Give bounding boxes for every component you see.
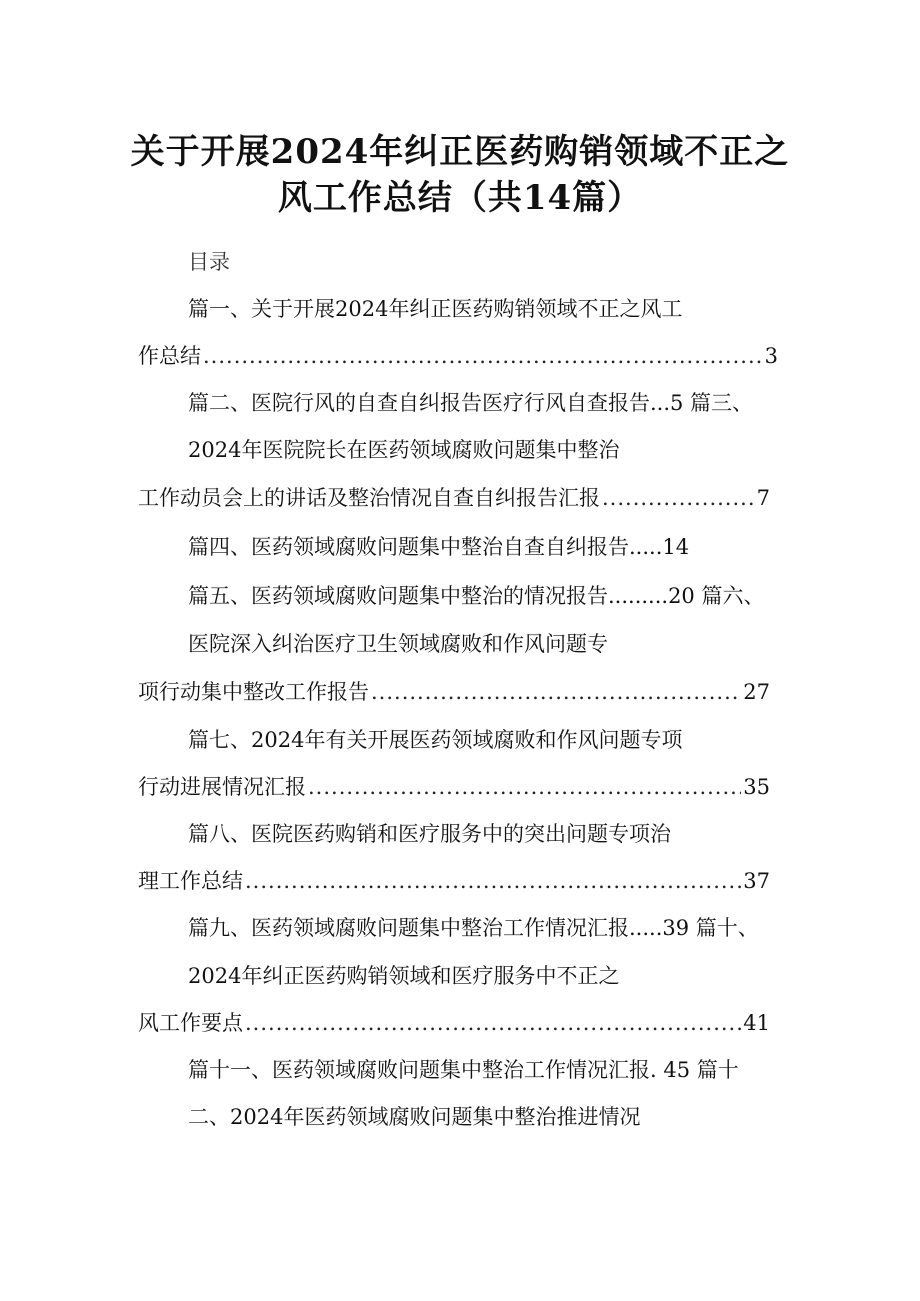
toc-entry-text: 工作动员会上的讲话及整治情况自查自纠报告汇报 (138, 486, 600, 510)
toc-line-text: 篇八、医院医药购销和医疗服务中的突出问题专项治 (188, 822, 671, 846)
toc-line-text: 篇五、医药领域腐败问题集中整治的情况报告.........20 篇六、 (188, 584, 765, 608)
toc-line (188, 817, 671, 851)
dot-leader (308, 770, 741, 804)
toc-line (188, 627, 608, 661)
toc-line-text: 篇四、医药领域腐败问题集中整治自查自纠报告.....14 (188, 535, 690, 559)
toc-line-text: 2024年纠正医药购销领域和医疗服务中不正之 (188, 964, 620, 988)
toc-line (188, 959, 619, 993)
toc-line (188, 723, 682, 757)
toc-entry[interactable] (138, 339, 778, 373)
dot-leader (245, 1006, 741, 1040)
toc-entry[interactable] (138, 864, 770, 898)
toc-line (188, 579, 764, 613)
toc-line (188, 1053, 739, 1087)
toc-line-text: 篇七、2024年有关开展医药领域腐败和作风问题专项 (188, 728, 683, 752)
toc-line (188, 1100, 640, 1134)
toc-page-number: 37 (743, 869, 770, 893)
dot-leader (602, 481, 755, 515)
document-title-line-1: 关于开展2024年纠正医药购销领域不正之 (130, 132, 790, 172)
toc-page-number: 27 (743, 680, 770, 704)
toc-line-text: 篇十一、医药领域腐败问题集中整治工作情况汇报. 45 篇十 (188, 1058, 739, 1082)
toc-line (188, 530, 689, 564)
toc-page-number: 35 (743, 775, 770, 799)
toc-line-text: 医院深入纠治医疗卫生领域腐败和作风问题专 (188, 632, 608, 656)
dot-leader (203, 339, 763, 373)
toc-line (188, 911, 759, 945)
toc-page-number: 41 (743, 1011, 770, 1035)
toc-entry[interactable] (138, 675, 770, 709)
toc-entry-text: 项行动集中整改工作报告 (138, 680, 369, 704)
toc-entry-text: 作总结 (138, 344, 201, 368)
dot-leader (371, 675, 741, 709)
toc-entry[interactable] (138, 770, 770, 804)
toc-entry[interactable] (138, 481, 770, 515)
document-title-line-2: 风工作总结（共14篇） (277, 178, 643, 218)
toc-entry[interactable] (138, 1006, 770, 1040)
toc-page-number: 7 (756, 486, 770, 510)
toc-line (188, 433, 619, 467)
toc-line-text: 篇二、医院行风的自查自纠报告医疗行风自查报告...5 篇三、 (188, 391, 754, 415)
toc-line-text: 篇一、关于开展2024年纠正医药购销领域不正之风工 (188, 297, 683, 321)
toc-line (188, 292, 682, 326)
toc-line-text: 2024年医院院长在医药领域腐败问题集中整治 (188, 438, 620, 462)
toc-line-text: 二、2024年医药领域腐败问题集中整治推进情况 (188, 1105, 641, 1129)
toc-heading: 目录 (188, 250, 230, 274)
toc-line (188, 386, 753, 420)
toc-page-number: 3 (764, 344, 778, 368)
toc-entry-text: 风工作要点 (138, 1011, 243, 1035)
toc-entry-text: 行动进展情况汇报 (138, 775, 306, 799)
dot-leader (245, 864, 741, 898)
toc-line-text: 篇九、医药领域腐败问题集中整治工作情况汇报.....39 篇十、 (188, 916, 759, 940)
toc-entry-text: 理工作总结 (138, 869, 243, 893)
